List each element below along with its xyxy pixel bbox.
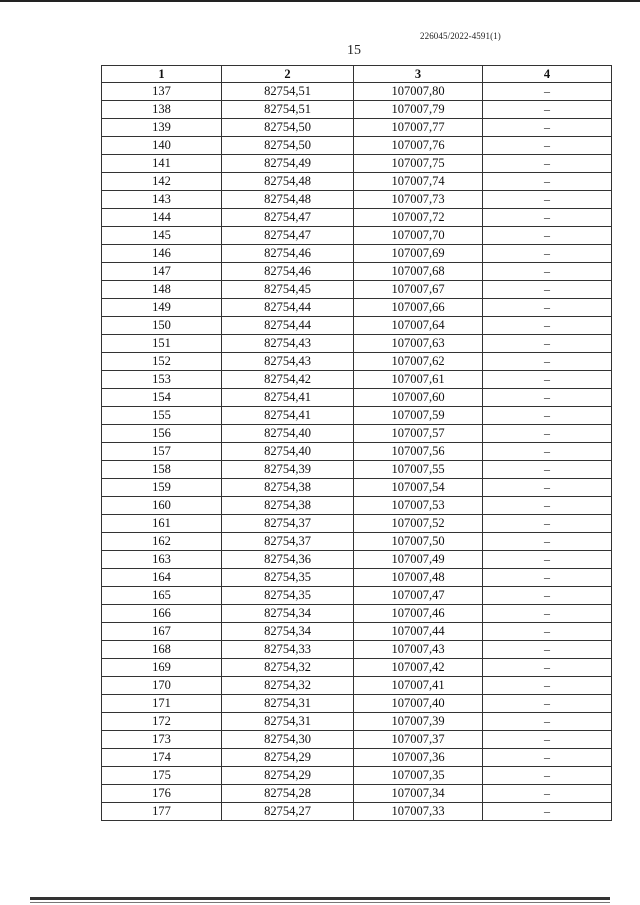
- x-coordinate-cell: 82754,50: [222, 119, 354, 137]
- y-coordinate-cell: 107007,53: [354, 497, 483, 515]
- table-row: [102, 713, 612, 731]
- table-row: [102, 749, 612, 767]
- y-coordinate-cell: 107007,60: [354, 389, 483, 407]
- point-number-cell: 172: [102, 713, 222, 731]
- x-coordinate-cell: 82754,38: [222, 497, 354, 515]
- x-coordinate-cell: 82754,45: [222, 281, 354, 299]
- table-row: [102, 533, 612, 551]
- bottom-rule: [30, 897, 610, 900]
- note-cell: –: [483, 677, 612, 695]
- point-number-cell: 161: [102, 515, 222, 533]
- note-cell: –: [483, 335, 612, 353]
- column-header: 3: [354, 66, 483, 83]
- table-row: [102, 353, 612, 371]
- y-coordinate-cell: 107007,56: [354, 443, 483, 461]
- y-coordinate-cell: 107007,50: [354, 533, 483, 551]
- y-coordinate-cell: 107007,52: [354, 515, 483, 533]
- table-row: [102, 569, 612, 587]
- y-coordinate-cell: 107007,73: [354, 191, 483, 209]
- point-number-cell: 151: [102, 335, 222, 353]
- y-coordinate-cell: 107007,42: [354, 659, 483, 677]
- table-row: [102, 461, 612, 479]
- table-row: [102, 263, 612, 281]
- table-row: [102, 767, 612, 785]
- x-coordinate-cell: 82754,46: [222, 263, 354, 281]
- x-coordinate-cell: 82754,35: [222, 587, 354, 605]
- point-number-cell: 156: [102, 425, 222, 443]
- point-number-cell: 153: [102, 371, 222, 389]
- table-row: [102, 497, 612, 515]
- point-number-cell: 150: [102, 317, 222, 335]
- x-coordinate-cell: 82754,41: [222, 389, 354, 407]
- bottom-rule-thin: [30, 902, 610, 903]
- table-row: [102, 173, 612, 191]
- table-row: [102, 227, 612, 245]
- coordinates-table: [101, 65, 611, 821]
- x-coordinate-cell: 82754,34: [222, 605, 354, 623]
- table-row: [102, 137, 612, 155]
- note-cell: –: [483, 533, 612, 551]
- y-coordinate-cell: 107007,33: [354, 803, 483, 821]
- note-cell: –: [483, 497, 612, 515]
- note-cell: –: [483, 425, 612, 443]
- x-coordinate-cell: 82754,36: [222, 551, 354, 569]
- point-number-cell: 177: [102, 803, 222, 821]
- x-coordinate-cell: 82754,51: [222, 101, 354, 119]
- table-row: [102, 281, 612, 299]
- table-row: [102, 119, 612, 137]
- table-row: [102, 803, 612, 821]
- point-number-cell: 162: [102, 533, 222, 551]
- table-row: [102, 155, 612, 173]
- table-row: [102, 317, 612, 335]
- y-coordinate-cell: 107007,37: [354, 731, 483, 749]
- y-coordinate-cell: 107007,57: [354, 425, 483, 443]
- point-number-cell: 166: [102, 605, 222, 623]
- point-number-cell: 141: [102, 155, 222, 173]
- point-number-cell: 154: [102, 389, 222, 407]
- table-row: [102, 335, 612, 353]
- y-coordinate-cell: 107007,55: [354, 461, 483, 479]
- x-coordinate-cell: 82754,32: [222, 659, 354, 677]
- note-cell: –: [483, 245, 612, 263]
- x-coordinate-cell: 82754,48: [222, 173, 354, 191]
- point-number-cell: 143: [102, 191, 222, 209]
- y-coordinate-cell: 107007,67: [354, 281, 483, 299]
- x-coordinate-cell: 82754,31: [222, 695, 354, 713]
- x-coordinate-cell: 82754,47: [222, 227, 354, 245]
- note-cell: –: [483, 767, 612, 785]
- x-coordinate-cell: 82754,37: [222, 515, 354, 533]
- note-cell: –: [483, 299, 612, 317]
- y-coordinate-cell: 107007,39: [354, 713, 483, 731]
- y-coordinate-cell: 107007,63: [354, 335, 483, 353]
- x-coordinate-cell: 82754,31: [222, 713, 354, 731]
- note-cell: –: [483, 713, 612, 731]
- table-row: [102, 407, 612, 425]
- point-number-cell: 138: [102, 101, 222, 119]
- table-row: [102, 299, 612, 317]
- y-coordinate-cell: 107007,69: [354, 245, 483, 263]
- y-coordinate-cell: 107007,70: [354, 227, 483, 245]
- x-coordinate-cell: 82754,35: [222, 569, 354, 587]
- table-row: [102, 515, 612, 533]
- point-number-cell: 163: [102, 551, 222, 569]
- y-coordinate-cell: 107007,34: [354, 785, 483, 803]
- column-header: 1: [102, 66, 222, 83]
- x-coordinate-cell: 82754,40: [222, 425, 354, 443]
- y-coordinate-cell: 107007,40: [354, 695, 483, 713]
- x-coordinate-cell: 82754,44: [222, 299, 354, 317]
- y-coordinate-cell: 107007,64: [354, 317, 483, 335]
- y-coordinate-cell: 107007,36: [354, 749, 483, 767]
- x-coordinate-cell: 82754,42: [222, 371, 354, 389]
- point-number-cell: 137: [102, 83, 222, 101]
- page-number: 15: [347, 43, 361, 58]
- point-number-cell: 149: [102, 299, 222, 317]
- point-number-cell: 168: [102, 641, 222, 659]
- note-cell: –: [483, 371, 612, 389]
- x-coordinate-cell: 82754,48: [222, 191, 354, 209]
- y-coordinate-cell: 107007,46: [354, 605, 483, 623]
- y-coordinate-cell: 107007,43: [354, 641, 483, 659]
- table-row: [102, 191, 612, 209]
- table-row: [102, 605, 612, 623]
- y-coordinate-cell: 107007,74: [354, 173, 483, 191]
- note-cell: –: [483, 515, 612, 533]
- note-cell: –: [483, 803, 612, 821]
- table-row: [102, 371, 612, 389]
- x-coordinate-cell: 82754,46: [222, 245, 354, 263]
- x-coordinate-cell: 82754,37: [222, 533, 354, 551]
- point-number-cell: 142: [102, 173, 222, 191]
- table-row: [102, 443, 612, 461]
- note-cell: –: [483, 353, 612, 371]
- y-coordinate-cell: 107007,48: [354, 569, 483, 587]
- point-number-cell: 164: [102, 569, 222, 587]
- y-coordinate-cell: 107007,68: [354, 263, 483, 281]
- x-coordinate-cell: 82754,34: [222, 623, 354, 641]
- y-coordinate-cell: 107007,47: [354, 587, 483, 605]
- y-coordinate-cell: 107007,54: [354, 479, 483, 497]
- table-row: [102, 83, 612, 101]
- note-cell: –: [483, 479, 612, 497]
- y-coordinate-cell: 107007,44: [354, 623, 483, 641]
- note-cell: –: [483, 749, 612, 767]
- note-cell: –: [483, 227, 612, 245]
- point-number-cell: 140: [102, 137, 222, 155]
- column-header: 4: [483, 66, 612, 83]
- table-row: [102, 677, 612, 695]
- table-row: [102, 389, 612, 407]
- table-row: [102, 785, 612, 803]
- x-coordinate-cell: 82754,49: [222, 155, 354, 173]
- y-coordinate-cell: 107007,72: [354, 209, 483, 227]
- table-row: [102, 695, 612, 713]
- table-row: [102, 641, 612, 659]
- table-row: [102, 425, 612, 443]
- table-row: [102, 659, 612, 677]
- y-coordinate-cell: 107007,66: [354, 299, 483, 317]
- note-cell: –: [483, 551, 612, 569]
- x-coordinate-cell: 82754,40: [222, 443, 354, 461]
- x-coordinate-cell: 82754,32: [222, 677, 354, 695]
- x-coordinate-cell: 82754,30: [222, 731, 354, 749]
- point-number-cell: 147: [102, 263, 222, 281]
- y-coordinate-cell: 107007,75: [354, 155, 483, 173]
- note-cell: –: [483, 209, 612, 227]
- note-cell: –: [483, 191, 612, 209]
- point-number-cell: 159: [102, 479, 222, 497]
- table-row: [102, 479, 612, 497]
- y-coordinate-cell: 107007,35: [354, 767, 483, 785]
- point-number-cell: 144: [102, 209, 222, 227]
- point-number-cell: 160: [102, 497, 222, 515]
- y-coordinate-cell: 107007,61: [354, 371, 483, 389]
- note-cell: –: [483, 137, 612, 155]
- note-cell: –: [483, 443, 612, 461]
- note-cell: –: [483, 623, 612, 641]
- y-coordinate-cell: 107007,59: [354, 407, 483, 425]
- y-coordinate-cell: 107007,62: [354, 353, 483, 371]
- y-coordinate-cell: 107007,76: [354, 137, 483, 155]
- note-cell: –: [483, 461, 612, 479]
- point-number-cell: 157: [102, 443, 222, 461]
- column-header: 2: [222, 66, 354, 83]
- x-coordinate-cell: 82754,29: [222, 749, 354, 767]
- note-cell: –: [483, 785, 612, 803]
- note-cell: –: [483, 731, 612, 749]
- note-cell: –: [483, 659, 612, 677]
- x-coordinate-cell: 82754,28: [222, 785, 354, 803]
- x-coordinate-cell: 82754,38: [222, 479, 354, 497]
- note-cell: –: [483, 587, 612, 605]
- table-row: [102, 623, 612, 641]
- note-cell: –: [483, 605, 612, 623]
- note-cell: –: [483, 281, 612, 299]
- x-coordinate-cell: 82754,51: [222, 83, 354, 101]
- y-coordinate-cell: 107007,79: [354, 101, 483, 119]
- note-cell: –: [483, 317, 612, 335]
- x-coordinate-cell: 82754,44: [222, 317, 354, 335]
- point-number-cell: 169: [102, 659, 222, 677]
- table-header-row: [102, 66, 612, 83]
- table-row: [102, 587, 612, 605]
- note-cell: –: [483, 83, 612, 101]
- note-cell: –: [483, 263, 612, 281]
- point-number-cell: 158: [102, 461, 222, 479]
- x-coordinate-cell: 82754,41: [222, 407, 354, 425]
- point-number-cell: 155: [102, 407, 222, 425]
- top-rule: [0, 0, 640, 2]
- x-coordinate-cell: 82754,29: [222, 767, 354, 785]
- note-cell: –: [483, 695, 612, 713]
- table-body: [102, 83, 612, 821]
- y-coordinate-cell: 107007,77: [354, 119, 483, 137]
- point-number-cell: 148: [102, 281, 222, 299]
- point-number-cell: 175: [102, 767, 222, 785]
- table-row: [102, 551, 612, 569]
- note-cell: –: [483, 119, 612, 137]
- note-cell: –: [483, 101, 612, 119]
- x-coordinate-cell: 82754,27: [222, 803, 354, 821]
- point-number-cell: 176: [102, 785, 222, 803]
- x-coordinate-cell: 82754,33: [222, 641, 354, 659]
- point-number-cell: 165: [102, 587, 222, 605]
- point-number-cell: 173: [102, 731, 222, 749]
- x-coordinate-cell: 82754,43: [222, 335, 354, 353]
- x-coordinate-cell: 82754,43: [222, 353, 354, 371]
- y-coordinate-cell: 107007,80: [354, 83, 483, 101]
- point-number-cell: 152: [102, 353, 222, 371]
- y-coordinate-cell: 107007,49: [354, 551, 483, 569]
- table-row: [102, 101, 612, 119]
- point-number-cell: 146: [102, 245, 222, 263]
- point-number-cell: 174: [102, 749, 222, 767]
- document-reference: 226045/2022-4591(1): [420, 31, 501, 41]
- note-cell: –: [483, 173, 612, 191]
- note-cell: –: [483, 155, 612, 173]
- point-number-cell: 171: [102, 695, 222, 713]
- x-coordinate-cell: 82754,47: [222, 209, 354, 227]
- note-cell: –: [483, 569, 612, 587]
- point-number-cell: 145: [102, 227, 222, 245]
- note-cell: –: [483, 389, 612, 407]
- point-number-cell: 139: [102, 119, 222, 137]
- table-row: [102, 245, 612, 263]
- x-coordinate-cell: 82754,50: [222, 137, 354, 155]
- table-row: [102, 209, 612, 227]
- point-number-cell: 167: [102, 623, 222, 641]
- table-row: [102, 731, 612, 749]
- x-coordinate-cell: 82754,39: [222, 461, 354, 479]
- y-coordinate-cell: 107007,41: [354, 677, 483, 695]
- note-cell: –: [483, 407, 612, 425]
- point-number-cell: 170: [102, 677, 222, 695]
- note-cell: –: [483, 641, 612, 659]
